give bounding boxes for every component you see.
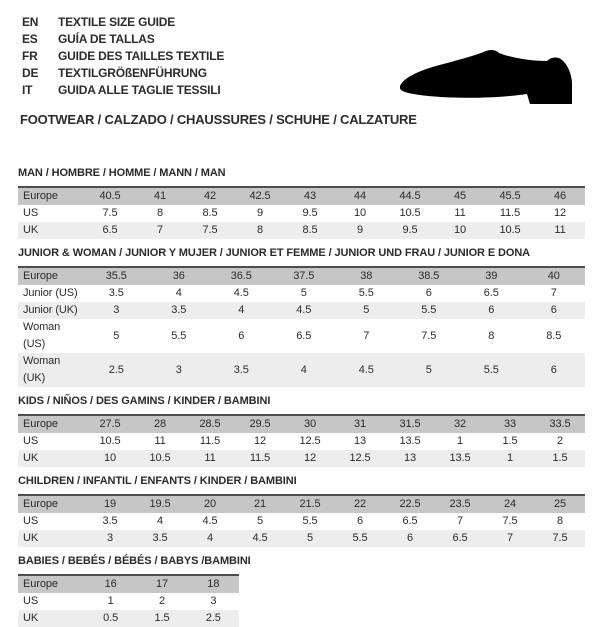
size-cell: 13 bbox=[335, 433, 385, 450]
size-cell: 5.5 bbox=[335, 285, 398, 302]
row-label: US bbox=[18, 593, 85, 610]
size-cell: 6 bbox=[523, 353, 586, 387]
size-table-title: JUNIOR & WOMAN / JUNIOR Y MUJER / JUNIOR ET FEMME / JUNIOR UND FRAU / JUNIOR E DONA bbox=[18, 247, 531, 259]
size-cell: 11.5 bbox=[485, 205, 535, 222]
size-cell: 1 bbox=[435, 433, 485, 450]
row-label: Europe bbox=[18, 495, 85, 513]
size-cell: 39 bbox=[460, 267, 523, 285]
size-table-row bbox=[18, 415, 585, 433]
size-cell: 9.5 bbox=[285, 205, 335, 222]
size-cell: 6 bbox=[523, 302, 586, 319]
size-cell: 18 bbox=[188, 575, 239, 593]
size-cell: 19.5 bbox=[135, 495, 185, 513]
size-cell: 21 bbox=[235, 495, 285, 513]
size-cell: 7 bbox=[523, 285, 586, 302]
size-cell: 13 bbox=[385, 450, 435, 467]
size-cell: 3 bbox=[188, 593, 239, 610]
size-cell: 28.5 bbox=[185, 415, 235, 433]
language-code: DE bbox=[22, 66, 39, 80]
size-cell: 6 bbox=[210, 319, 273, 353]
size-cell: 7 bbox=[435, 513, 485, 530]
size-cell: 0.5 bbox=[85, 610, 136, 627]
language-code: ES bbox=[22, 32, 38, 46]
size-cell: 11 bbox=[535, 222, 585, 239]
size-cell: 3.5 bbox=[210, 353, 273, 387]
size-table-row bbox=[18, 575, 239, 593]
row-label: US bbox=[18, 513, 85, 530]
size-cell: 35.5 bbox=[85, 267, 148, 285]
size-cell: 36 bbox=[148, 267, 211, 285]
size-cell: 4 bbox=[210, 302, 273, 319]
size-cell: 4.5 bbox=[185, 513, 235, 530]
size-cell: 8 bbox=[460, 319, 523, 353]
language-label: GUIDA ALLE TAGLIE TESSILI bbox=[58, 83, 221, 97]
size-cell: 41 bbox=[135, 187, 185, 205]
size-table-section bbox=[18, 395, 600, 467]
size-cell: 8 bbox=[535, 513, 585, 530]
size-cell: 10 bbox=[335, 205, 385, 222]
size-table-row bbox=[18, 610, 239, 627]
size-cell: 46 bbox=[535, 187, 585, 205]
size-cell: 44 bbox=[335, 187, 385, 205]
size-cell: 13.5 bbox=[435, 450, 485, 467]
size-cell: 5 bbox=[273, 285, 336, 302]
size-cell: 11 bbox=[185, 450, 235, 467]
size-cell: 1 bbox=[85, 593, 136, 610]
language-code: IT bbox=[22, 83, 33, 97]
size-cell: 7 bbox=[485, 530, 535, 547]
size-table-row bbox=[18, 593, 239, 610]
size-cell: 12 bbox=[285, 450, 335, 467]
size-cell: 6.5 bbox=[435, 530, 485, 547]
size-table-row bbox=[18, 513, 585, 530]
size-cell: 9 bbox=[235, 205, 285, 222]
size-cell: 40.5 bbox=[85, 187, 135, 205]
size-cell: 3.5 bbox=[135, 530, 185, 547]
size-table-row bbox=[18, 450, 585, 467]
size-table-row bbox=[18, 353, 585, 387]
size-cell: 1.5 bbox=[136, 610, 187, 627]
size-cell: 5.5 bbox=[460, 353, 523, 387]
category-title: FOOTWEAR / CALZADO / CHAUSSURES / SCHUHE / CALZATURE bbox=[20, 112, 417, 127]
size-cell: 8.5 bbox=[285, 222, 335, 239]
size-cell: 45 bbox=[435, 187, 485, 205]
size-table-title: BABIES / BEBÉS / BÉBÉS / BABYS /BAMBINI bbox=[18, 555, 251, 567]
size-cell: 2.5 bbox=[85, 353, 148, 387]
language-label: TEXTILGRÖßENFÜHRUNG bbox=[58, 66, 207, 80]
size-cell: 3 bbox=[148, 353, 211, 387]
size-cell: 10 bbox=[85, 450, 135, 467]
size-cell: 7.5 bbox=[535, 530, 585, 547]
size-table-row bbox=[18, 222, 585, 239]
size-cell: 42.5 bbox=[235, 187, 285, 205]
size-table-section bbox=[18, 475, 600, 547]
size-cell: 6.5 bbox=[460, 285, 523, 302]
size-cell: 4.5 bbox=[210, 285, 273, 302]
row-label: US bbox=[18, 433, 85, 450]
size-cell: 3 bbox=[85, 530, 135, 547]
size-cell: 32 bbox=[435, 415, 485, 433]
size-table bbox=[18, 414, 585, 467]
size-cell: 8 bbox=[135, 205, 185, 222]
size-cell: 42 bbox=[185, 187, 235, 205]
size-cell: 4.5 bbox=[273, 302, 336, 319]
size-table-section bbox=[18, 555, 600, 627]
size-cell: 38 bbox=[335, 267, 398, 285]
size-table-section bbox=[18, 247, 600, 387]
row-label: UK bbox=[18, 530, 85, 547]
size-cell: 3 bbox=[85, 302, 148, 319]
size-cell: 6 bbox=[460, 302, 523, 319]
size-cell: 5 bbox=[235, 513, 285, 530]
size-table bbox=[18, 186, 585, 239]
size-table-title: CHILDREN / INFANTIL / ENFANTS / KINDER / BAMBINI bbox=[18, 475, 297, 487]
size-cell: 1.5 bbox=[535, 450, 585, 467]
size-table-row bbox=[18, 530, 585, 547]
size-cell: 11.5 bbox=[185, 433, 235, 450]
size-table-row bbox=[18, 433, 585, 450]
size-cell: 25 bbox=[535, 495, 585, 513]
size-table bbox=[18, 574, 239, 627]
size-cell: 5.5 bbox=[285, 513, 335, 530]
size-table-title: MAN / HOMBRE / HOMME / MANN / MAN bbox=[18, 167, 226, 179]
size-cell: 12.5 bbox=[285, 433, 335, 450]
size-cell: 45.5 bbox=[485, 187, 535, 205]
size-cell: 22.5 bbox=[385, 495, 435, 513]
size-table-row bbox=[18, 187, 585, 205]
row-label: UK bbox=[18, 610, 85, 627]
size-cell: 6.5 bbox=[85, 222, 135, 239]
size-cell: 36.5 bbox=[210, 267, 273, 285]
size-cell: 27.5 bbox=[85, 415, 135, 433]
size-cell: 10 bbox=[435, 222, 485, 239]
size-cell: 7.5 bbox=[185, 222, 235, 239]
size-cell: 24 bbox=[485, 495, 535, 513]
size-cell: 10.5 bbox=[385, 205, 435, 222]
row-label: Europe bbox=[18, 575, 85, 593]
size-cell: 4 bbox=[135, 513, 185, 530]
size-cell: 6 bbox=[335, 513, 385, 530]
size-cell: 4.5 bbox=[235, 530, 285, 547]
size-cell: 7.5 bbox=[485, 513, 535, 530]
row-label: Woman (UK) bbox=[18, 353, 85, 387]
size-cell: 2.5 bbox=[188, 610, 239, 627]
size-guide-page bbox=[0, 14, 600, 624]
size-table-section bbox=[18, 167, 600, 239]
size-cell: 28 bbox=[135, 415, 185, 433]
row-label: Europe bbox=[18, 187, 85, 205]
size-table bbox=[18, 494, 585, 547]
row-label: Europe bbox=[18, 267, 85, 285]
size-cell: 1 bbox=[485, 450, 535, 467]
size-cell: 40 bbox=[523, 267, 586, 285]
size-table-row bbox=[18, 495, 585, 513]
size-cell: 5.5 bbox=[148, 319, 211, 353]
size-table-title: KIDS / NIÑOS / DES GAMINS / KINDER / BAMBINI bbox=[18, 395, 271, 407]
size-cell: 2 bbox=[535, 433, 585, 450]
size-cell: 11 bbox=[135, 433, 185, 450]
size-cell: 31.5 bbox=[385, 415, 435, 433]
size-cell: 9 bbox=[335, 222, 385, 239]
size-cell: 19 bbox=[85, 495, 135, 513]
size-cell: 12 bbox=[235, 433, 285, 450]
size-cell: 8.5 bbox=[523, 319, 586, 353]
row-label: Junior (US) bbox=[18, 285, 85, 302]
size-cell: 4 bbox=[273, 353, 336, 387]
row-label: Europe bbox=[18, 415, 85, 433]
size-cell: 2 bbox=[136, 593, 187, 610]
size-cell: 43 bbox=[285, 187, 335, 205]
size-cell: 29.5 bbox=[235, 415, 285, 433]
size-cell: 11.5 bbox=[235, 450, 285, 467]
size-cell: 3.5 bbox=[85, 285, 148, 302]
size-cell: 20 bbox=[185, 495, 235, 513]
size-cell: 1.5 bbox=[485, 433, 535, 450]
size-cell: 33.5 bbox=[535, 415, 585, 433]
size-cell: 5.5 bbox=[335, 530, 385, 547]
language-code: EN bbox=[22, 15, 39, 29]
size-cell: 7.5 bbox=[398, 319, 461, 353]
size-table-row bbox=[18, 205, 585, 222]
size-cell: 6 bbox=[398, 285, 461, 302]
size-cell: 6 bbox=[385, 530, 435, 547]
size-cell: 17 bbox=[136, 575, 187, 593]
size-cell: 3.5 bbox=[85, 513, 135, 530]
size-cell: 5 bbox=[85, 319, 148, 353]
size-cell: 8 bbox=[235, 222, 285, 239]
size-cell: 6.5 bbox=[273, 319, 336, 353]
size-cell: 44.5 bbox=[385, 187, 435, 205]
shoe-icon bbox=[400, 42, 576, 108]
size-cell: 4 bbox=[185, 530, 235, 547]
language-row bbox=[22, 14, 600, 31]
size-cell: 7 bbox=[135, 222, 185, 239]
size-cell: 10.5 bbox=[135, 450, 185, 467]
size-cell: 10.5 bbox=[85, 433, 135, 450]
row-label: UK bbox=[18, 222, 85, 239]
size-cell: 12.5 bbox=[335, 450, 385, 467]
row-label: Junior (UK) bbox=[18, 302, 85, 319]
size-cell: 12 bbox=[535, 205, 585, 222]
size-cell: 23.5 bbox=[435, 495, 485, 513]
size-cell: 8.5 bbox=[185, 205, 235, 222]
size-cell: 22 bbox=[335, 495, 385, 513]
size-cell: 4 bbox=[148, 285, 211, 302]
size-cell: 5.5 bbox=[398, 302, 461, 319]
size-table-row bbox=[18, 319, 585, 353]
size-cell: 7.5 bbox=[85, 205, 135, 222]
language-label: GUÍA DE TALLAS bbox=[58, 32, 155, 46]
size-tables bbox=[18, 167, 600, 627]
size-cell: 31 bbox=[335, 415, 385, 433]
language-label: TEXTILE SIZE GUIDE bbox=[58, 15, 176, 29]
row-label: UK bbox=[18, 450, 85, 467]
size-cell: 38.5 bbox=[398, 267, 461, 285]
size-cell: 16 bbox=[85, 575, 136, 593]
size-table-row bbox=[18, 302, 585, 319]
size-cell: 33 bbox=[485, 415, 535, 433]
row-label: US bbox=[18, 205, 85, 222]
size-cell: 3.5 bbox=[148, 302, 211, 319]
size-cell: 4.5 bbox=[335, 353, 398, 387]
size-cell: 5 bbox=[285, 530, 335, 547]
size-cell: 6.5 bbox=[385, 513, 435, 530]
row-label: Woman (US) bbox=[18, 319, 85, 353]
size-cell: 11 bbox=[435, 205, 485, 222]
size-cell: 9.5 bbox=[385, 222, 435, 239]
size-table bbox=[18, 266, 585, 387]
size-cell: 30 bbox=[285, 415, 335, 433]
language-label: GUIDE DES TAILLES TEXTILE bbox=[58, 49, 225, 63]
size-cell: 7 bbox=[335, 319, 398, 353]
size-cell: 5 bbox=[398, 353, 461, 387]
size-table-row bbox=[18, 267, 585, 285]
shoe-silhouette bbox=[400, 50, 572, 104]
size-cell: 13.5 bbox=[385, 433, 435, 450]
size-cell: 37.5 bbox=[273, 267, 336, 285]
size-cell: 10.5 bbox=[485, 222, 535, 239]
size-cell: 5 bbox=[335, 302, 398, 319]
size-table-row bbox=[18, 285, 585, 302]
size-cell: 21.5 bbox=[285, 495, 335, 513]
language-code: FR bbox=[22, 49, 38, 63]
